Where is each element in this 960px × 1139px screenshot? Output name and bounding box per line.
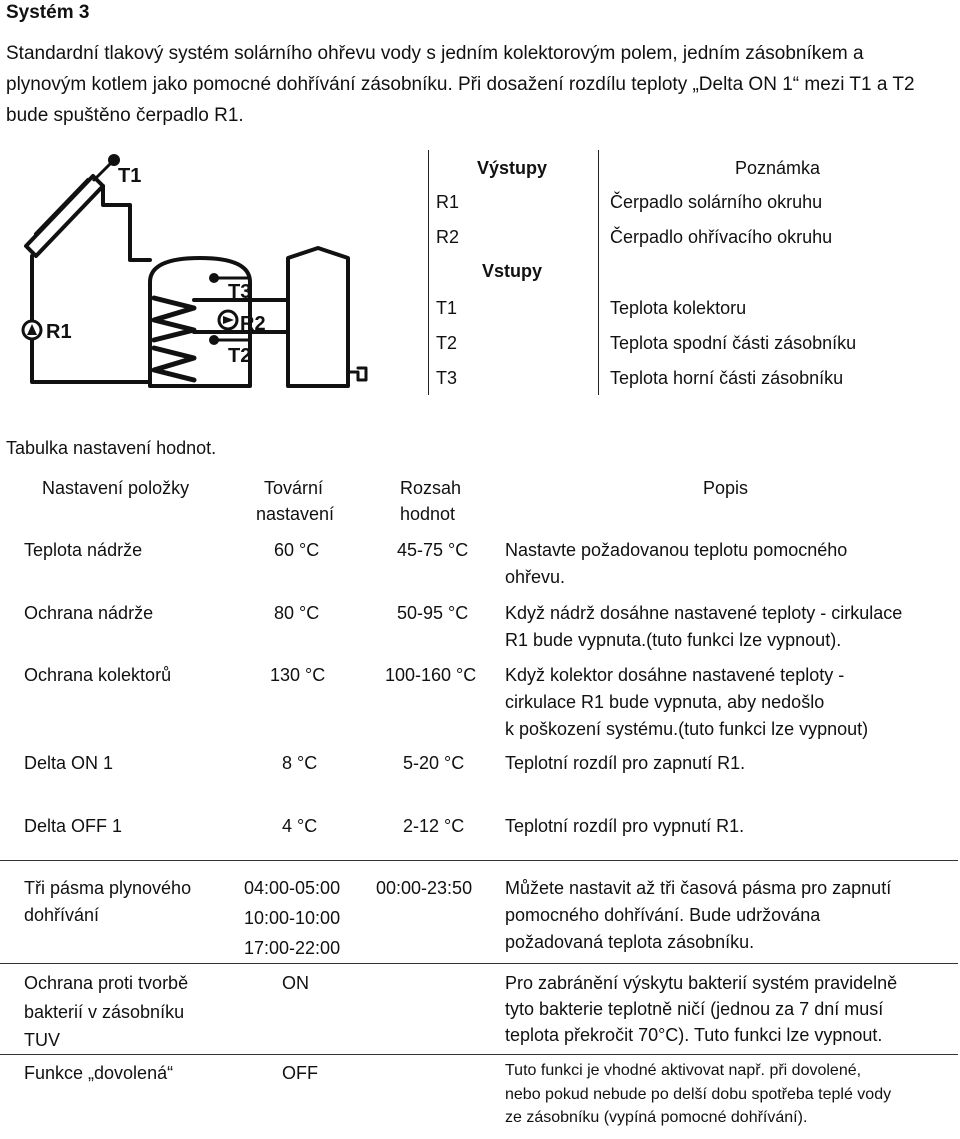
table-caption: Tabulka nastavení hodnot.: [6, 438, 217, 458]
table-rule: [0, 860, 958, 861]
setting-default: 80 °C: [274, 603, 320, 623]
setting-range: 45-75 °C: [397, 540, 469, 560]
intro-line: plynovým kotlem jako pomocné dohřívání zásobníku. Při dosažení rozdílu teploty „Delta ON 1“ mezi T1 a T2: [6, 74, 915, 95]
intro-line: Standardní tlakový systém solárního ohřevu vody s jedním kolektorovým polem, jedním zásobníkem a: [6, 43, 864, 64]
table-rule: [0, 963, 958, 964]
io-note: Čerpadlo ohřívacího okruhu: [610, 227, 833, 247]
inputs-header: Vstupy: [482, 261, 543, 281]
setting-desc: ze zásobníku (vypíná pomocné dohřívání).: [505, 1109, 808, 1126]
schema-label: R2: [240, 313, 266, 335]
table-divider: [598, 150, 599, 395]
system-schematic: [18, 150, 378, 395]
setting-name: Ochrana kolektorů: [24, 665, 172, 685]
setting-desc: Tuto funkci je vhodné aktivovat např. při dovolené,: [505, 1062, 862, 1079]
header-factory: nastavení: [256, 504, 335, 524]
setting-desc: k poškození systému.(tuto funkci lze vypnout): [505, 719, 869, 739]
setting-name: Delta ON 1: [24, 753, 114, 773]
setting-name: Ochrana proti tvorbě: [24, 973, 189, 993]
header-range: Rozsah: [400, 478, 462, 498]
setting-default: OFF: [282, 1063, 318, 1083]
setting-desc: Když nádrž dosáhne nastavené teploty - cirkulace: [505, 603, 903, 623]
io-note: Teplota horní části zásobníku: [610, 368, 844, 388]
boiler-icon: [288, 248, 348, 386]
setting-desc: Když kolektor dosáhne nastavené teploty -: [505, 665, 845, 685]
setting-name: Teplota nádrže: [24, 540, 143, 560]
setting-desc: Pro zabránění výskytu bakterií systém pravidelně: [505, 973, 898, 993]
section-heading: Systém 3: [6, 2, 90, 23]
schema-label: T2: [228, 345, 252, 367]
heat-exchanger-icon: [154, 298, 194, 380]
table-divider: [428, 150, 429, 395]
io-id: T1: [436, 298, 458, 318]
setting-name: Delta OFF 1: [24, 816, 123, 836]
io-note: Čerpadlo solárního okruhu: [610, 192, 823, 212]
setting-default: 130 °C: [270, 665, 326, 685]
note-header: Poznámka: [735, 158, 821, 178]
setting-name: dohřívání: [24, 905, 100, 925]
header-factory: Tovární: [264, 478, 324, 498]
setting-range: 2-12 °C: [403, 816, 465, 836]
setting-desc: teplota překročit 70°C). Tuto funkci lze vypnout.: [505, 1025, 883, 1045]
setting-desc: R1 bude vypnuta.(tuto funkci lze vypnout).: [505, 630, 842, 650]
io-id: T3: [436, 368, 458, 388]
header-desc: Popis: [703, 478, 749, 498]
setting-name: Tři pásma plynového: [24, 878, 192, 898]
setting-default: 04:00-05:00: [244, 878, 341, 898]
setting-default: 60 °C: [274, 540, 320, 560]
setting-desc: Můžete nastavit až tři časová pásma pro zapnutí: [505, 878, 892, 898]
solar-collector-icon: [26, 160, 114, 256]
setting-name: Funkce „dovolená“: [24, 1063, 174, 1083]
setting-default: 17:00-22:00: [244, 938, 341, 958]
io-id: R1: [436, 192, 460, 212]
setting-name: bakterií v zásobníku: [24, 1002, 185, 1022]
setting-desc: ohřevu.: [505, 567, 566, 587]
setting-desc: cirkulace R1 bude vypnuta, aby nedošlo: [505, 692, 825, 712]
setting-desc: tyto bakterie teplotně ničí (jednou za 7 dní musí: [505, 999, 884, 1019]
intro-paragraph: [6, 38, 936, 131]
setting-desc: pomocného dohřívání. Bude udržována: [505, 905, 821, 925]
setting-desc: Teplotní rozdíl pro vypnutí R1.: [505, 816, 745, 836]
io-note: Teplota spodní části zásobníku: [610, 333, 857, 353]
setting-desc: požadovaná teplota zásobníku.: [505, 932, 755, 952]
outputs-header: Výstupy: [477, 158, 548, 178]
setting-desc: Teplotní rozdíl pro zapnutí R1.: [505, 753, 746, 773]
io-note: Teplota kolektoru: [610, 298, 747, 318]
setting-default: ON: [282, 973, 309, 993]
setting-default: 10:00-10:00: [244, 908, 341, 928]
schema-label: R1: [46, 321, 72, 343]
io-id: T2: [436, 333, 458, 353]
setting-range: 100-160 °C: [385, 665, 477, 685]
setting-range: 50-95 °C: [397, 603, 469, 623]
header-item: Nastavení položky: [42, 478, 190, 498]
table-rule: [0, 1054, 958, 1055]
schema-label: T3: [228, 281, 252, 303]
intro-line: bude spuštěno čerpadlo R1.: [6, 105, 244, 126]
setting-default: 8 °C: [282, 753, 318, 773]
setting-name: Ochrana nádrže: [24, 603, 154, 623]
setting-default: 4 °C: [282, 816, 318, 836]
header-range: hodnot: [400, 504, 456, 524]
setting-range: 00:00-23:50: [376, 878, 473, 898]
setting-desc: Nastavte požadovanou teplotu pomocného: [505, 540, 848, 560]
schema-label: T1: [118, 165, 142, 187]
setting-range: 5-20 °C: [403, 753, 465, 773]
io-id: R2: [436, 227, 460, 247]
setting-desc: nebo pokud nebude po delší dobu spotřeba teplé vody: [505, 1086, 892, 1103]
setting-name: TUV: [24, 1030, 60, 1050]
